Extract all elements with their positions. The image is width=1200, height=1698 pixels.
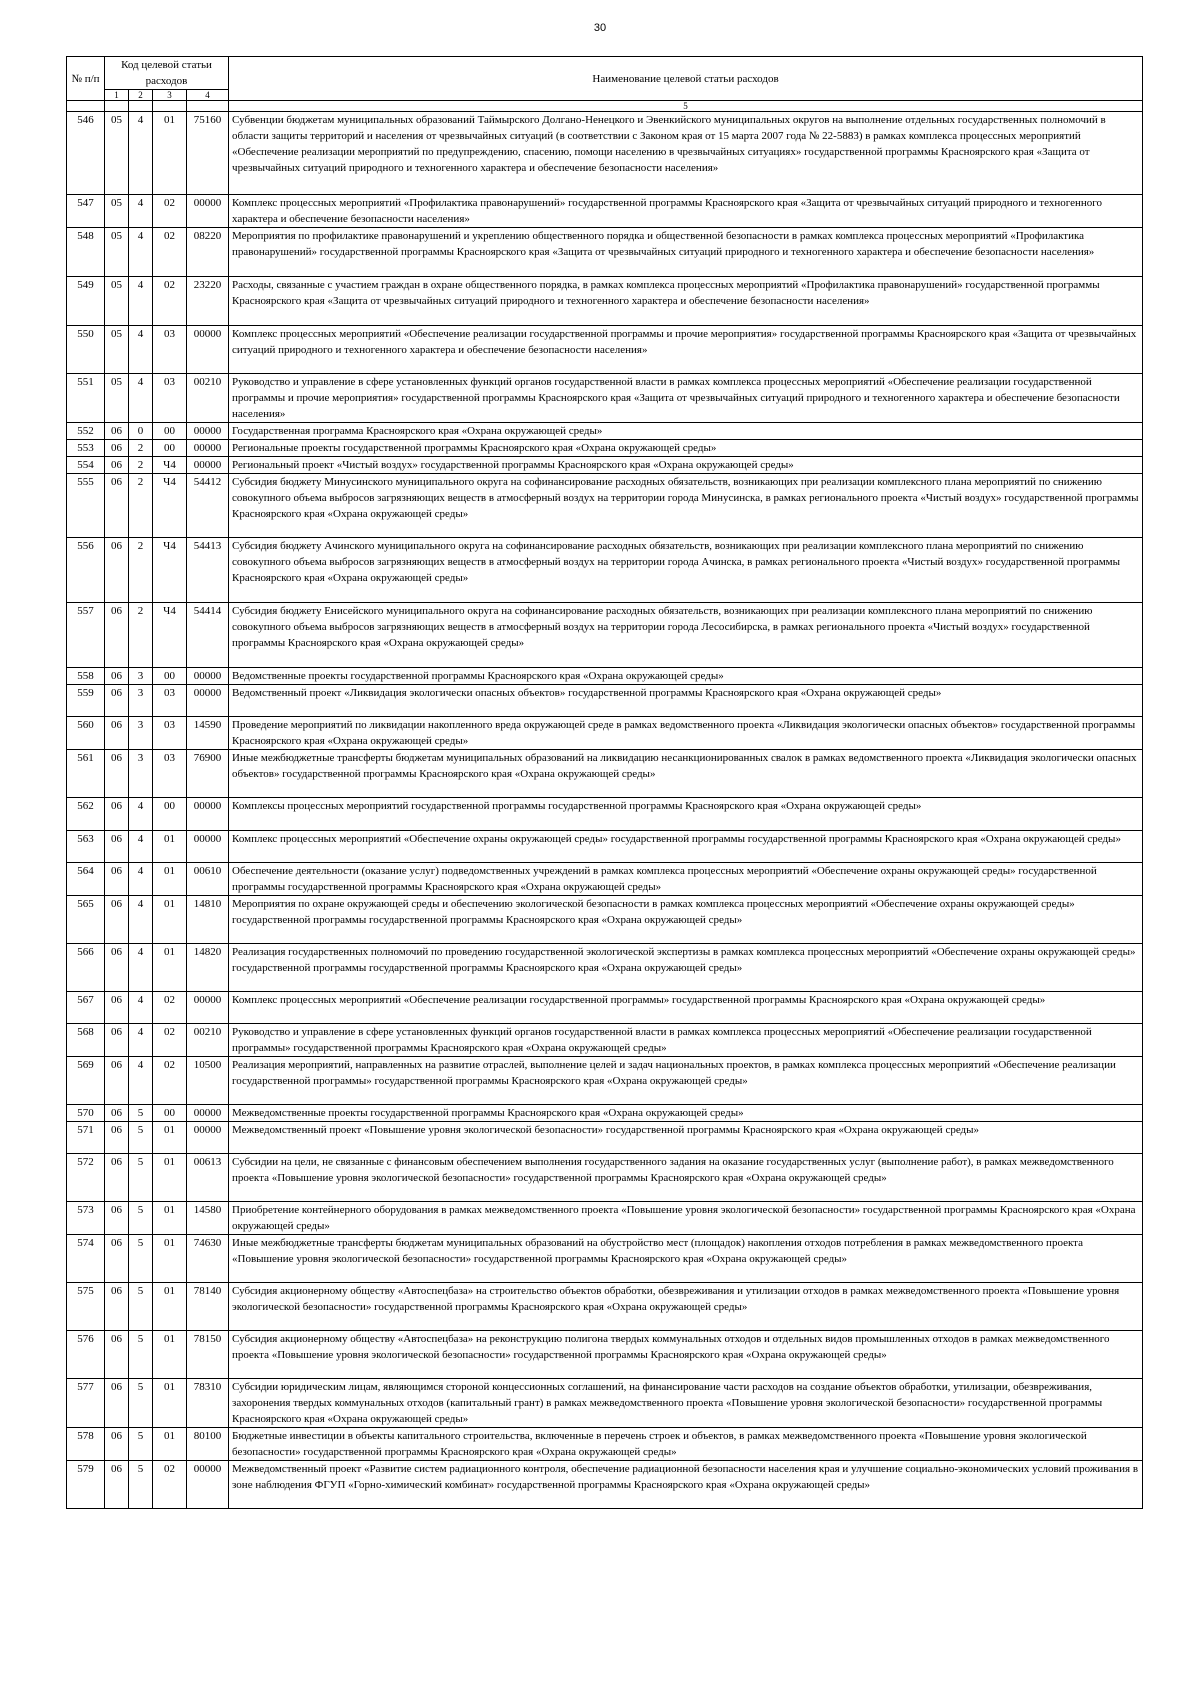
code-subprogram: 4: [129, 1024, 153, 1057]
code-direction: 00000: [187, 440, 229, 457]
expense-name: Комплекс процессных мероприятий «Обеспечение реализации государственной программы и прочие мероприятия» государственной программы Красноярского края «Защита от чрезвычайных ситуаций природного и техногенного характера и обеспечение безопасности населения»: [229, 326, 1143, 374]
expense-name: Комплекс процессных мероприятий «Обеспечение реализации государственной программы» государственной программы Красноярского края «Охрана окружающей среды»: [229, 992, 1143, 1024]
row-number: 560: [67, 717, 105, 750]
subheader-1: 1: [105, 90, 129, 101]
code-subprogram: 2: [129, 538, 153, 603]
expense-name: Субсидия акционерному обществу «Автоспецбаза» на реконструкцию полигона твердых коммунальных отходов и отдельных видов промышленных отходов в рамках межведомственного проекта «Повышение уровня экологической безопасности» государственной программы Красноярского края «Охрана окружающей среды»: [229, 1331, 1143, 1379]
code-direction: 14580: [187, 1202, 229, 1235]
row-number: 571: [67, 1122, 105, 1154]
header-code: Код целевой статьи расходов: [105, 57, 229, 90]
expense-name: Мероприятия по охране окружающей среды и обеспечению экологической безопасности в рамках комплекса процессных мероприятий «Обеспечение охраны окружающей среды» государственной программы государственной программы Красноярского края «Охрана окружающей среды»: [229, 896, 1143, 944]
table-row: [67, 896, 1143, 944]
code-subprogram: 3: [129, 685, 153, 717]
code-event: 02: [153, 992, 187, 1024]
code-event: 01: [153, 1428, 187, 1461]
code-direction: 78150: [187, 1331, 229, 1379]
table-row: [67, 538, 1143, 603]
row-number: 546: [67, 112, 105, 195]
table-row: [67, 195, 1143, 228]
code-event: 00: [153, 668, 187, 685]
code-event: 01: [153, 1379, 187, 1428]
table-row: [67, 1024, 1143, 1057]
code-subprogram: 4: [129, 992, 153, 1024]
code-event: 02: [153, 195, 187, 228]
code-direction: 00000: [187, 668, 229, 685]
code-subprogram: 5: [129, 1202, 153, 1235]
row-number: 567: [67, 992, 105, 1024]
code-direction: 14590: [187, 717, 229, 750]
expense-name: Межведомственный проект «Развитие систем радиационного контроля, обеспечение радиационной безопасности населения края и улучшение социально-экономических условий проживания в зоне наблюдения ФГУП «Горно-химический комбинат» государственной программы Красноярского края «Охрана окружающей среды»: [229, 1461, 1143, 1509]
table-row: [67, 863, 1143, 896]
expense-name: Бюджетные инвестиции в объекты капитального строительства, включенные в перечень строек и объектов, в рамках межведомственного проекта «Повышение уровня экологической безопасности» государственной программы Красноярского края «Охрана окружающей среды»: [229, 1428, 1143, 1461]
code-program: 06: [105, 1283, 129, 1331]
code-program: 06: [105, 1461, 129, 1509]
row-number: 553: [67, 440, 105, 457]
expense-name: Региональные проекты государственной программы Красноярского края «Охрана окружающей среды»: [229, 440, 1143, 457]
expense-name: Иные межбюджетные трансферты бюджетам муниципальных образований на обустройство мест (площадок) накопления отходов потребления в рамках межведомственного проекта «Повышение уровня экологической безопасности» государственной программы Красноярского края «Охрана окружающей среды»: [229, 1235, 1143, 1283]
code-event: 02: [153, 1024, 187, 1057]
code-subprogram: 5: [129, 1105, 153, 1122]
code-event: 03: [153, 717, 187, 750]
subheader-2: 2: [129, 90, 153, 101]
code-program: 06: [105, 668, 129, 685]
code-subprogram: 3: [129, 668, 153, 685]
code-program: 06: [105, 457, 129, 474]
code-program: 05: [105, 277, 129, 326]
code-program: 06: [105, 1379, 129, 1428]
code-direction: 10500: [187, 1057, 229, 1105]
table-row: [67, 1122, 1143, 1154]
expense-name: Комплексы процессных мероприятий государственной программы государственной программы Красноярского края «Охрана окружающей среды»: [229, 798, 1143, 831]
code-event: Ч4: [153, 538, 187, 603]
table-row: [67, 1283, 1143, 1331]
code-subprogram: 5: [129, 1122, 153, 1154]
header-number: № п/п: [67, 57, 105, 101]
code-direction: 00000: [187, 992, 229, 1024]
expense-name: Ведомственные проекты государственной программы Красноярского края «Охрана окружающей среды»: [229, 668, 1143, 685]
table-row: [67, 277, 1143, 326]
code-program: 06: [105, 798, 129, 831]
row-number: 568: [67, 1024, 105, 1057]
code-event: 00: [153, 798, 187, 831]
expense-name: Проведение мероприятий по ликвидации накопленного вреда окружающей среде в рамках ведомственного проекта «Ликвидация экологически опасных объектов» государственной программы Красноярского края «Охрана окружающей среды»: [229, 717, 1143, 750]
code-event: 01: [153, 1122, 187, 1154]
row-number: 549: [67, 277, 105, 326]
code-subprogram: 2: [129, 457, 153, 474]
row-number: 556: [67, 538, 105, 603]
table-row: [67, 440, 1143, 457]
code-direction: 00210: [187, 1024, 229, 1057]
code-program: 06: [105, 831, 129, 863]
code-program: 06: [105, 1057, 129, 1105]
code-direction: 78310: [187, 1379, 229, 1428]
code-event: 01: [153, 863, 187, 896]
code-direction: 75160: [187, 112, 229, 195]
row-number: 563: [67, 831, 105, 863]
code-event: 01: [153, 1202, 187, 1235]
table-row: [67, 228, 1143, 277]
code-program: 06: [105, 603, 129, 668]
row-number: 572: [67, 1154, 105, 1202]
code-direction: 00000: [187, 1461, 229, 1509]
code-subprogram: 4: [129, 863, 153, 896]
code-program: 06: [105, 992, 129, 1024]
code-subprogram: 2: [129, 603, 153, 668]
row-number: 550: [67, 326, 105, 374]
code-event: 03: [153, 750, 187, 798]
table-row: [67, 112, 1143, 195]
code-program: 06: [105, 717, 129, 750]
table-row: [67, 423, 1143, 440]
subheader-4: 4: [187, 90, 229, 101]
row-number: 557: [67, 603, 105, 668]
table-row: [67, 1105, 1143, 1122]
code-event: 02: [153, 277, 187, 326]
code-subprogram: 4: [129, 374, 153, 423]
row-number: 575: [67, 1283, 105, 1331]
code-direction: 54412: [187, 474, 229, 538]
code-subprogram: 4: [129, 112, 153, 195]
expense-name: Субсидия бюджету Енисейского муниципального округа на софинансирование расходных обязательств, возникающих при реализации комплексного плана мероприятий по снижению совокупного объема выбросов загрязняющих веществ в атмосферный воздух на территории города Лесосибирска, в рамках регионального проекта «Чистый воздух» государственной программы Красноярского края «Охрана окружающей среды»: [229, 603, 1143, 668]
code-program: 05: [105, 228, 129, 277]
expense-name: Межведомственные проекты государственной программы Красноярского края «Охрана окружающей среды»: [229, 1105, 1143, 1122]
code-program: 06: [105, 1202, 129, 1235]
table-row: [67, 1428, 1143, 1461]
table-row: [67, 668, 1143, 685]
code-subprogram: 4: [129, 944, 153, 992]
code-subprogram: 0: [129, 423, 153, 440]
expense-name: Субсидия бюджету Минусинского муниципального округа на софинансирование расходных обязательств, возникающих при реализации комплексного плана мероприятий по снижению совокупного объема выбросов загрязняющих веществ в атмосферный воздух на территории города Минусинска, в рамках регионального проекта «Чистый воздух» государственной программы Красноярского края «Охрана окружающей среды»: [229, 474, 1143, 538]
row-number: 579: [67, 1461, 105, 1509]
code-subprogram: 5: [129, 1331, 153, 1379]
code-program: 06: [105, 1154, 129, 1202]
code-event: 00: [153, 1105, 187, 1122]
expense-name: Комплекс процессных мероприятий «Обеспечение охраны окружающей среды» государственной программы государственной программы Красноярского края «Охрана окружающей среды»: [229, 831, 1143, 863]
code-direction: 00000: [187, 195, 229, 228]
code-direction: 00000: [187, 1105, 229, 1122]
expense-name: Комплекс процессных мероприятий «Профилактика правонарушений» государственной программы Красноярского края «Защита от чрезвычайных ситуаций природного и техногенного характера и обеспечение безопасности населения»: [229, 195, 1143, 228]
code-subprogram: 4: [129, 1057, 153, 1105]
code-direction: 00000: [187, 798, 229, 831]
table-row: [67, 944, 1143, 992]
expense-name: Обеспечение деятельности (оказание услуг) подведомственных учреждений в рамках комплекса процессных мероприятий «Обеспечение охраны окружающей среды» государственной программы государственной программы Красноярского края «Охрана окружающей среды»: [229, 863, 1143, 896]
code-program: 06: [105, 863, 129, 896]
code-subprogram: 2: [129, 440, 153, 457]
code-event: 01: [153, 944, 187, 992]
expense-name: Субвенции бюджетам муниципальных образований Таймырского Долгано-Ненецкого и Эвенкийского муниципальных округов на выполнение отдельных государственных полномочий в области защиты территорий и населения от чрезвычайных ситуаций (в соответствии с Законом края от 15 марта 2007 года № 22-5883) в рамках комплекса процессных мероприятий «Обеспечение реализации мероприятий по предупреждению, спасению, помощи населению в чрезвычайных ситуациях» государственной программы Красноярского края «Защита от чрезвычайных ситуаций природного и техногенного характера и обеспечение безопасности населения»: [229, 112, 1143, 195]
code-direction: 54414: [187, 603, 229, 668]
code-program: 06: [105, 1024, 129, 1057]
code-subprogram: 2: [129, 474, 153, 538]
expense-name: Реализация мероприятий, направленных на развитие отраслей, выполнение целей и задач национальных проектов, в рамках комплекса процессных мероприятий «Обеспечение реализации государственной программы» государственной программы Красноярского края «Охрана окружающей среды»: [229, 1057, 1143, 1105]
expense-name: Субсидия акционерному обществу «Автоспецбаза» на строительство объектов обработки, обезвреживания и утилизации отходов в рамках межведомственного проекта «Повышение уровня экологической безопасности» государственной программы Красноярского края «Охрана окружающей среды»: [229, 1283, 1143, 1331]
code-event: Ч4: [153, 474, 187, 538]
header-row: [67, 57, 1143, 90]
table-row: [67, 1379, 1143, 1428]
code-direction: 23220: [187, 277, 229, 326]
code-subprogram: 4: [129, 277, 153, 326]
code-event: Ч4: [153, 603, 187, 668]
header-name: Наименование целевой статьи расходов: [229, 57, 1143, 101]
table-row: [67, 1057, 1143, 1105]
table-row: [67, 603, 1143, 668]
code-direction: 00000: [187, 326, 229, 374]
code-program: 05: [105, 326, 129, 374]
expense-name: Субсидии на цели, не связанные с финансовым обеспечением выполнения государственного задания на оказание государственных услуг (выполнение работ), в рамках межведомственного проекта «Повышение уровня экологической безопасности» государственной программы Красноярского края «Охрана окружающей среды»: [229, 1154, 1143, 1202]
expense-name: Приобретение контейнерного оборудования в рамках межведомственного проекта «Повышение уровня экологической безопасности» государственной программы Красноярского края «Охрана окружающей среды»: [229, 1202, 1143, 1235]
code-program: 05: [105, 374, 129, 423]
code-event: 02: [153, 228, 187, 277]
code-program: 06: [105, 440, 129, 457]
subheader-5: 5: [229, 101, 1143, 112]
row-number: 574: [67, 1235, 105, 1283]
code-direction: 08220: [187, 228, 229, 277]
row-number: 576: [67, 1331, 105, 1379]
code-direction: 00000: [187, 423, 229, 440]
code-program: 06: [105, 1235, 129, 1283]
budget-table: [66, 56, 1143, 1509]
row-number: 561: [67, 750, 105, 798]
code-subprogram: 4: [129, 326, 153, 374]
table-body: [67, 112, 1143, 1509]
table-row: [67, 992, 1143, 1024]
code-event: 00: [153, 440, 187, 457]
code-event: 03: [153, 685, 187, 717]
code-subprogram: 3: [129, 717, 153, 750]
code-event: 01: [153, 896, 187, 944]
code-event: 03: [153, 374, 187, 423]
table-row: [67, 1202, 1143, 1235]
code-subprogram: 5: [129, 1283, 153, 1331]
expense-name: Субсидия бюджету Ачинского муниципального округа на софинансирование расходных обязательств, возникающих при реализации комплексного плана мероприятий по снижению совокупного объема выбросов загрязняющих веществ в атмосферный воздух на территории города Ачинска, в рамках регионального проекта «Чистый воздух» государственной программы Красноярского края «Охрана окружающей среды»: [229, 538, 1143, 603]
table-row: [67, 717, 1143, 750]
row-number: 569: [67, 1057, 105, 1105]
code-program: 06: [105, 750, 129, 798]
table-row: [67, 685, 1143, 717]
code-subprogram: 4: [129, 798, 153, 831]
row-number: 577: [67, 1379, 105, 1428]
code-program: 06: [105, 423, 129, 440]
table-row: [67, 1331, 1143, 1379]
code-program: 05: [105, 112, 129, 195]
code-subprogram: 4: [129, 228, 153, 277]
code-program: 06: [105, 538, 129, 603]
code-event: 03: [153, 326, 187, 374]
row-number: 562: [67, 798, 105, 831]
code-event: Ч4: [153, 457, 187, 474]
code-direction: 78140: [187, 1283, 229, 1331]
code-direction: 14810: [187, 896, 229, 944]
code-direction: 00000: [187, 1122, 229, 1154]
header-column-number-row: [67, 101, 1143, 112]
code-event: 01: [153, 1331, 187, 1379]
table-row: [67, 750, 1143, 798]
code-subprogram: 5: [129, 1235, 153, 1283]
code-program: 06: [105, 944, 129, 992]
code-program: 06: [105, 685, 129, 717]
code-event: 02: [153, 1461, 187, 1509]
code-direction: 14820: [187, 944, 229, 992]
row-number: 558: [67, 668, 105, 685]
table-row: [67, 457, 1143, 474]
code-event: 00: [153, 423, 187, 440]
code-direction: 00000: [187, 831, 229, 863]
row-number: 565: [67, 896, 105, 944]
code-event: 02: [153, 1057, 187, 1105]
code-direction: 80100: [187, 1428, 229, 1461]
row-number: 554: [67, 457, 105, 474]
row-number: 555: [67, 474, 105, 538]
row-number: 564: [67, 863, 105, 896]
row-number: 559: [67, 685, 105, 717]
expense-name: Государственная программа Красноярского края «Охрана окружающей среды»: [229, 423, 1143, 440]
subheader-3: 3: [153, 90, 187, 101]
code-program: 06: [105, 1331, 129, 1379]
code-subprogram: 4: [129, 195, 153, 228]
table-row: [67, 474, 1143, 538]
code-direction: 76900: [187, 750, 229, 798]
row-number: 566: [67, 944, 105, 992]
row-number: 547: [67, 195, 105, 228]
code-direction: 00613: [187, 1154, 229, 1202]
row-number: 551: [67, 374, 105, 423]
table-row: [67, 798, 1143, 831]
code-program: 06: [105, 474, 129, 538]
expense-name: Руководство и управление в сфере установленных функций органов государственной власти в рамках комплекса процессных мероприятий «Обеспечение реализации государственной программы и прочие мероприятия» государственной программы Красноярского края «Защита от чрезвычайных ситуаций природного и техногенного характера и обеспечение безопасности населения»: [229, 374, 1143, 423]
code-event: 01: [153, 1154, 187, 1202]
expense-name: Региональный проект «Чистый воздух» государственной программы Красноярского края «Охрана окружающей среды»: [229, 457, 1143, 474]
code-program: 06: [105, 1105, 129, 1122]
code-direction: 74630: [187, 1235, 229, 1283]
code-event: 01: [153, 1283, 187, 1331]
code-event: 01: [153, 1235, 187, 1283]
code-direction: 00000: [187, 457, 229, 474]
code-subprogram: 5: [129, 1379, 153, 1428]
table-row: [67, 1235, 1143, 1283]
code-program: 05: [105, 195, 129, 228]
page-number: 30: [593, 22, 607, 34]
code-program: 06: [105, 896, 129, 944]
code-subprogram: 5: [129, 1461, 153, 1509]
expense-name: Межведомственный проект «Повышение уровня экологической безопасности» государственной программы Красноярского края «Охрана окружающей среды»: [229, 1122, 1143, 1154]
table-row: [67, 1154, 1143, 1202]
table-row: [67, 831, 1143, 863]
code-direction: 00210: [187, 374, 229, 423]
code-event: 01: [153, 831, 187, 863]
code-subprogram: 5: [129, 1154, 153, 1202]
table-row: [67, 1461, 1143, 1509]
row-number: 552: [67, 423, 105, 440]
row-number: 570: [67, 1105, 105, 1122]
expense-name: Иные межбюджетные трансферты бюджетам муниципальных образований на ликвидацию несанкционированных свалок в рамках ведомственного проекта «Ликвидация экологически опасных объектов» государственной программы Красноярского края «Охрана окружающей среды»: [229, 750, 1143, 798]
code-event: 01: [153, 112, 187, 195]
code-program: 06: [105, 1428, 129, 1461]
code-subprogram: 5: [129, 1428, 153, 1461]
table-row: [67, 326, 1143, 374]
row-number: 573: [67, 1202, 105, 1235]
expense-name: Субсидии юридическим лицам, являющимся стороной концессионных соглашений, на финансирование части расходов на создание объектов обработки, утилизации, обезвреживания, захоронения твердых коммунальных отходов (капитальный грант) в рамках межведомственного проекта «Повышение уровня экологической безопасности» государственной программы Красноярского края «Охрана окружающей среды»: [229, 1379, 1143, 1428]
row-number: 548: [67, 228, 105, 277]
expense-name: Реализация государственных полномочий по проведению государственной экологической экспертизы в рамках комплекса процессных мероприятий «Обеспечение охраны окружающей среды» государственной программы государственной программы Красноярского края «Охрана окружающей среды»: [229, 944, 1143, 992]
code-direction: 00000: [187, 685, 229, 717]
expense-name: Мероприятия по профилактике правонарушений и укреплению общественного порядка и общественной безопасности в рамках комплекса процессных мероприятий «Профилактика правонарушений» государственной программы Красноярского края «Защита от чрезвычайных ситуаций природного и техногенного характера и обеспечение безопасности населения»: [229, 228, 1143, 277]
row-number: 578: [67, 1428, 105, 1461]
code-direction: 54413: [187, 538, 229, 603]
expense-name: Ведомственный проект «Ликвидация экологически опасных объектов» государственной программы Красноярского края «Охрана окружающей среды»: [229, 685, 1143, 717]
expense-name: Расходы, связанные с участием граждан в охране общественного порядка, в рамках комплекса процессных мероприятий «Профилактика правонарушений» государственной программы Красноярского края «Защита от чрезвычайных ситуаций природного и техногенного характера и обеспечение безопасности населения»: [229, 277, 1143, 326]
code-subprogram: 4: [129, 831, 153, 863]
code-program: 06: [105, 1122, 129, 1154]
code-subprogram: 4: [129, 896, 153, 944]
code-direction: 00610: [187, 863, 229, 896]
code-subprogram: 3: [129, 750, 153, 798]
table-row: [67, 374, 1143, 423]
expense-name: Руководство и управление в сфере установленных функций органов государственной власти в рамках комплекса процессных мероприятий «Обеспечение реализации государственной программы» государственной программы Красноярского края «Охрана окружающей среды»: [229, 1024, 1143, 1057]
